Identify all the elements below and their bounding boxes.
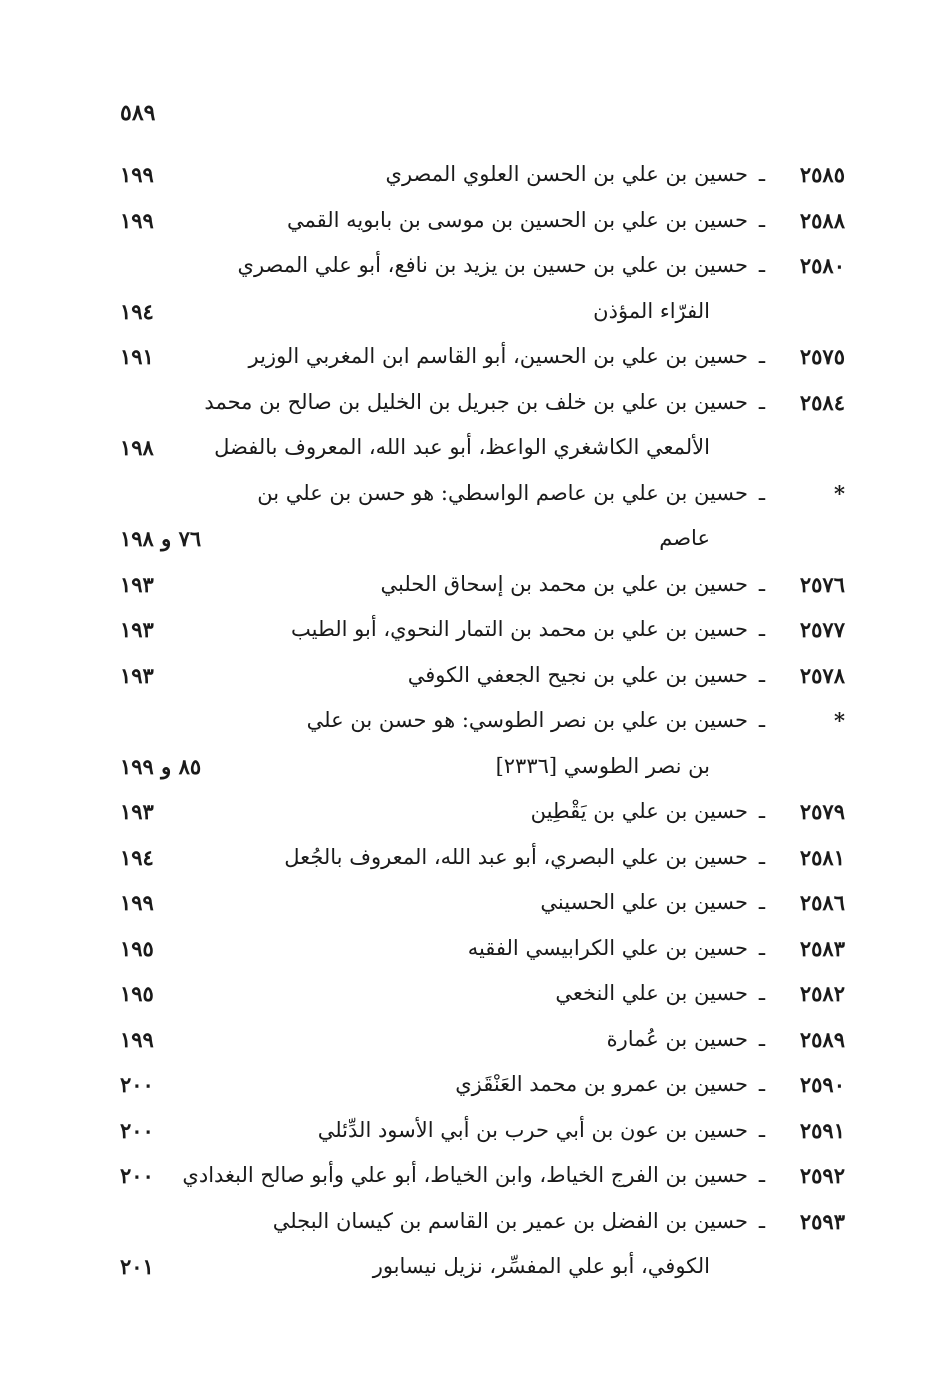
entry-number: ٢٥٧٧: [799, 617, 845, 642]
entry-line: [100, 289, 860, 335]
entry-page-reference: ٢٠٠: [120, 1163, 154, 1188]
entry-dash: ـ: [758, 1026, 765, 1051]
entry-number: ٢٥٧٥: [799, 344, 845, 369]
entry-number: ٢٥٧٨: [799, 662, 845, 688]
entry-line: [100, 1244, 860, 1290]
entry-dash: ـ: [758, 935, 765, 960]
entry-text: حسين بن علي الكرابيسي الفقيه: [467, 935, 748, 960]
entry-text: حسين بن علي بن حسين بن يزيد بن نافع، أبو علي المصري: [237, 253, 748, 277]
entry-dash: ـ: [758, 253, 765, 277]
entry-page-reference: ١٩١: [120, 344, 154, 369]
entry-line: [100, 880, 860, 926]
entry-text: حسين بن علي بن نصر الطوسي: هو حسن بن علي: [306, 708, 748, 732]
entry-number: ٢٥٩٢: [799, 1163, 845, 1188]
entry-page-reference: ١٩٣: [120, 662, 154, 688]
entry-page-reference: ١٩٩: [120, 890, 154, 915]
entry-number: *: [834, 480, 845, 506]
entry-continuation: الفرّاء المؤذن: [593, 298, 710, 323]
entry-line: [100, 471, 860, 517]
entry-page-reference: ٢٠٠: [120, 1072, 154, 1097]
entry-page-reference: ١٩٥: [120, 935, 154, 961]
entry-dash: ـ: [758, 799, 765, 823]
entry-page-reference: ٨٥ و ١٩٩: [120, 753, 202, 779]
index-entry: [100, 1062, 860, 1108]
entry-dash: ـ: [758, 571, 765, 596]
entry-number: ٢٥٩٠: [799, 1072, 845, 1097]
entry-page-reference: ١٩٥: [120, 981, 154, 1006]
index-entry: [100, 152, 860, 198]
entry-text: حسين بن علي بن الحسين بن موسى بن بابويه القمي: [286, 207, 748, 232]
entry-number: ٢٥٨٨: [799, 207, 845, 233]
entry-line: [100, 1153, 860, 1199]
entry-dash: ـ: [758, 708, 765, 732]
entry-dash: ـ: [758, 162, 765, 186]
entry-continuation: بن نصر الطوسي [٢٣٣٦]: [495, 753, 710, 778]
entry-number: ٢٥٩٣: [799, 1208, 845, 1234]
index-entry: [100, 562, 860, 608]
index-entry: [100, 198, 860, 244]
page-number: ٥٨٩: [120, 100, 156, 126]
index-entry: [100, 1017, 860, 1063]
entry-line: [100, 516, 860, 562]
entry-line: [100, 926, 860, 972]
entry-text: حسين بن عُمارة: [606, 1026, 748, 1051]
entry-page-reference: ١٩٣: [120, 617, 154, 642]
entry-line: [100, 698, 860, 744]
entry-text: حسين بن علي بن خلف بن جبريل بن الخليل بن صالح بن محمد: [204, 389, 748, 414]
entry-line: [100, 1017, 860, 1063]
entry-number: ٢٥٧٩: [799, 799, 845, 824]
entry-line: [100, 971, 860, 1017]
entry-page-reference: ٧٦ و ١٩٨: [120, 526, 202, 551]
index-entry: [100, 1108, 860, 1154]
entry-text: حسين بن علي بن محمد بن التمار النحوي، أبو الطيب: [291, 617, 748, 641]
entry-continuation: الألمعي الكاشغري الواعظ، أبو عبد الله، المعروف بالفضل: [214, 435, 710, 459]
entry-text: حسين بن علي الحسيني: [540, 890, 748, 914]
entry-text: حسين بن علي بن يَقْطِين: [530, 799, 748, 823]
entry-line: [100, 653, 860, 699]
entry-text: حسين بن علي البصري، أبو عبد الله، المعروف بالجُعل: [284, 844, 748, 869]
index-entry: [100, 835, 860, 881]
entry-line: [100, 334, 860, 380]
entry-dash: ـ: [758, 480, 765, 505]
index-entry: [100, 334, 860, 380]
entry-dash: ـ: [758, 981, 765, 1005]
entry-page-reference: ١٩٣: [120, 571, 154, 597]
entry-number: ٢٥٧٦: [799, 571, 845, 597]
index-entry: [100, 926, 860, 972]
entry-dash: ـ: [758, 207, 765, 232]
entry-line: [100, 425, 860, 471]
entry-dash: ـ: [758, 1208, 765, 1233]
index-entry: [100, 607, 860, 653]
entry-text: حسين بن علي النخعي: [555, 981, 748, 1005]
entry-text: حسين بن علي بن نجيح الجعفي الكوفي: [407, 662, 748, 687]
entry-dash: ـ: [758, 890, 765, 914]
entry-line: [100, 1108, 860, 1154]
index-entry: [100, 243, 860, 334]
entry-line: [100, 1062, 860, 1108]
index-entry: [100, 653, 860, 699]
entry-dash: ـ: [758, 1072, 765, 1096]
index-entry: [100, 1153, 860, 1199]
index-entries: [100, 152, 860, 1290]
entry-text: حسين بن علي بن عاصم الواسطي: هو حسن بن علي بن: [257, 480, 748, 505]
entry-dash: ـ: [758, 344, 765, 368]
entry-text: حسين بن علي بن الحسن العلوي المصري: [385, 162, 748, 186]
entry-line: [100, 607, 860, 653]
entry-line: [100, 380, 860, 426]
entry-text: حسين بن علي بن محمد بن إسحاق الحلبي: [380, 571, 748, 596]
entry-page-reference: ١٩٤: [120, 298, 154, 324]
index-entry: [100, 789, 860, 835]
entry-page-reference: ١٩٩: [120, 207, 154, 233]
entry-page-reference: ١٩٣: [120, 799, 154, 824]
entry-number: ٢٥٨٢: [799, 981, 845, 1006]
entry-text: حسين بن الفضل بن عمير بن القاسم بن كيسان البجلي: [272, 1208, 748, 1233]
entry-number: ٢٥٨٩: [799, 1026, 845, 1052]
entry-dash: ـ: [758, 617, 765, 641]
entry-line: [100, 152, 860, 198]
entry-number: ٢٥٨٣: [799, 935, 845, 961]
index-entry: [100, 971, 860, 1017]
entry-number: ٢٥٨٤: [799, 389, 845, 415]
entry-page-reference: ١٩٨: [120, 435, 154, 460]
entry-page-reference: ١٩٩: [120, 162, 154, 187]
entry-page-reference: ١٩٤: [120, 844, 154, 870]
entry-number: ٢٥٨١: [799, 844, 845, 870]
index-entry: [100, 698, 860, 789]
entry-dash: ـ: [758, 389, 765, 414]
entry-page-reference: ١٩٩: [120, 1026, 154, 1052]
entry-dash: ـ: [758, 1117, 765, 1142]
entry-page-reference: ٢٠١: [120, 1254, 154, 1279]
entry-line: [100, 562, 860, 608]
entry-dash: ـ: [758, 662, 765, 687]
entry-line: [100, 835, 860, 881]
entry-number: ٢٥٨٦: [799, 890, 845, 915]
entry-line: [100, 198, 860, 244]
entry-text: حسين بن الفرج الخياط، وابن الخياط، أبو علي وأبو صالح البغدادي: [182, 1163, 748, 1187]
index-entry: [100, 471, 860, 562]
entry-text: حسين بن عمرو بن محمد العَنْقَزي: [455, 1072, 748, 1096]
index-entry: [100, 880, 860, 926]
entry-line: [100, 1199, 860, 1245]
entry-dash: ـ: [758, 1163, 765, 1187]
entry-dash: ـ: [758, 844, 765, 869]
entry-continuation: الكوفي، أبو علي المفسِّر، نزيل نيسابور: [372, 1254, 710, 1278]
entry-line: [100, 243, 860, 289]
entry-number: ٢٥٨٥: [799, 162, 845, 187]
entry-continuation: عاصم: [659, 526, 710, 550]
entry-text: حسين بن علي بن الحسين، أبو القاسم ابن المغربي الوزير: [248, 344, 748, 368]
entry-text: حسين بن عون بن أبي حرب بن أبي الأسود الدِّئلي: [317, 1117, 748, 1142]
entry-line: [100, 789, 860, 835]
entry-number: *: [834, 708, 845, 733]
index-entry: [100, 380, 860, 471]
entry-page-reference: ٢٠٠: [120, 1117, 154, 1143]
entry-number: ٢٥٨٠: [799, 253, 845, 278]
index-entry: [100, 1199, 860, 1290]
entry-number: ٢٥٩١: [799, 1117, 845, 1143]
entry-line: [100, 744, 860, 790]
